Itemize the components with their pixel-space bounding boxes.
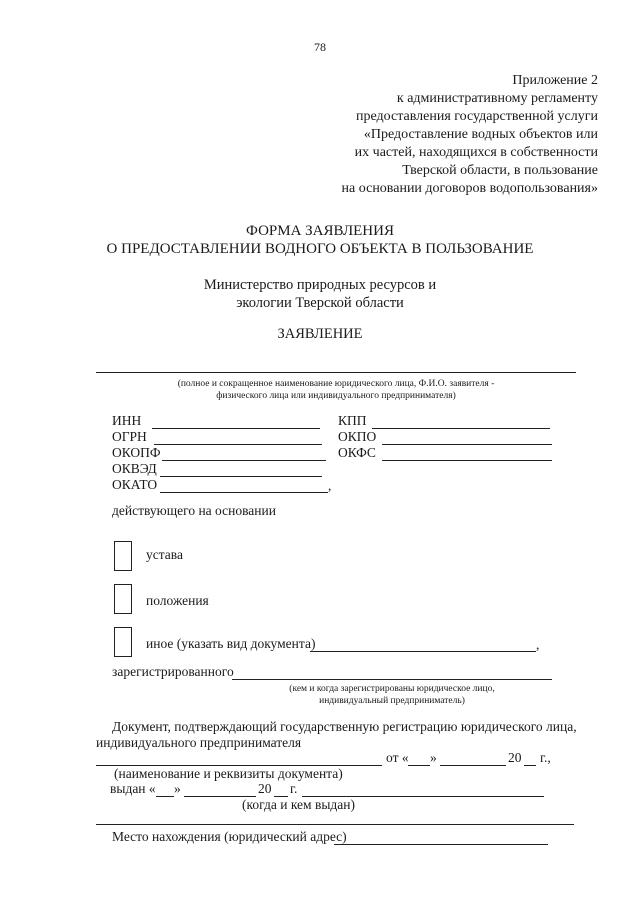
document-year-field[interactable] bbox=[524, 765, 536, 766]
charter-checkbox[interactable] bbox=[114, 541, 132, 571]
ogrn-label: ОГРН bbox=[112, 429, 147, 444]
ogrn-field[interactable] bbox=[154, 444, 322, 445]
issued-close-quote: » bbox=[174, 781, 181, 796]
inn-field[interactable] bbox=[152, 428, 320, 429]
other-document-checkbox[interactable] bbox=[114, 627, 132, 657]
form-title-line: О ПРЕДОСТАВЛЕНИИ ВОДНОГО ОБЪЕКТА В ПОЛЬЗОВАНИЕ bbox=[106, 241, 534, 257]
document-year-suffix: г., bbox=[540, 750, 551, 765]
inn-label: ИНН bbox=[112, 413, 142, 428]
okato-field[interactable] bbox=[160, 492, 328, 493]
ministry-name bbox=[0, 276, 640, 312]
other-document-label: иное (указать вид документа) bbox=[146, 636, 316, 651]
document-month-field[interactable] bbox=[440, 765, 506, 766]
issued-caption: (когда и кем выдан) bbox=[242, 797, 355, 812]
address-label: Место нахождения (юридический адрес) bbox=[112, 829, 347, 844]
document-year-prefix: 20 bbox=[508, 750, 522, 765]
issued-year-suffix: г. bbox=[290, 781, 298, 796]
charter-label: устава bbox=[146, 547, 183, 562]
regulation-checkbox[interactable] bbox=[114, 584, 132, 614]
document-day-field[interactable] bbox=[408, 765, 430, 766]
registered-caption-line: (кем и когда зарегистрированы юридическое лицо, bbox=[289, 684, 495, 694]
address-field[interactable] bbox=[334, 844, 548, 845]
other-document-comma: , bbox=[536, 637, 540, 652]
appendix-line: предоставления государственной услуги bbox=[356, 109, 598, 124]
okved-field[interactable] bbox=[160, 476, 322, 477]
okopf-label: ОКОПФ bbox=[112, 445, 161, 460]
statement-title: ЗАЯВЛЕНИЕ bbox=[277, 326, 363, 342]
document-from-label: от « bbox=[386, 750, 409, 765]
applicant-caption-line: (полное и сокращенное наименование юридического лица, Ф.И.О. заявителя - bbox=[177, 379, 495, 389]
registered-caption bbox=[232, 683, 552, 707]
registered-field[interactable] bbox=[232, 679, 552, 680]
appendix-line: Приложение 2 bbox=[512, 73, 598, 88]
okpo-field[interactable] bbox=[382, 444, 552, 445]
registered-caption-line: индивидуальный предприниматель) bbox=[319, 696, 465, 706]
registered-label: зарегистрированного bbox=[112, 664, 234, 679]
document-close-quote: » bbox=[430, 750, 437, 765]
issued-day-field[interactable] bbox=[156, 796, 174, 797]
okopf-field[interactable] bbox=[162, 460, 326, 461]
kpp-field[interactable] bbox=[372, 428, 550, 429]
okato-comma: , bbox=[328, 478, 332, 493]
regulation-label: положения bbox=[146, 593, 209, 608]
issued-label: выдан « bbox=[110, 781, 156, 796]
appendix-line: на основании договоров водопользования» bbox=[341, 181, 598, 196]
form-title bbox=[0, 222, 640, 258]
applicant-caption-line: физического лица или индивидуального предпринимателя) bbox=[216, 391, 456, 401]
appendix-line: к административному регламенту bbox=[396, 91, 598, 106]
document-caption: (наименование и реквизиты документа) bbox=[114, 766, 343, 781]
form-title-line: ФОРМА ЗАЯВЛЕНИЯ bbox=[246, 223, 394, 239]
appendix-line: Тверской области, в пользование bbox=[402, 163, 598, 178]
issued-year-prefix: 20 bbox=[258, 781, 272, 796]
applicant-name-field[interactable] bbox=[96, 372, 576, 373]
okpo-label: ОКПО bbox=[338, 429, 377, 444]
appendix-header bbox=[342, 72, 598, 198]
document-line1: Документ, подтверждающий государственную регистрацию юридического лица, bbox=[112, 719, 577, 734]
kpp-label: КПП bbox=[338, 413, 367, 428]
applicant-caption bbox=[96, 378, 576, 402]
basis-label: действующего на основании bbox=[112, 503, 276, 518]
document-line2: индивидуального предпринимателя bbox=[96, 735, 302, 750]
okato-label: ОКАТО bbox=[112, 477, 158, 492]
ministry-line: Министерство природных ресурсов и bbox=[203, 277, 437, 293]
okved-label: ОКВЭД bbox=[112, 461, 157, 476]
okfs-field[interactable] bbox=[382, 460, 552, 461]
appendix-line: их частей, находящихся в собственности bbox=[354, 145, 598, 160]
ministry-line: экологии Тверской области bbox=[236, 295, 404, 311]
page-number: 78 bbox=[314, 40, 326, 54]
appendix-line: «Предоставление водных объектов или bbox=[363, 127, 598, 142]
other-document-field[interactable] bbox=[310, 651, 536, 652]
separator-line bbox=[96, 824, 574, 825]
okfs-label: ОКФС bbox=[338, 445, 376, 460]
